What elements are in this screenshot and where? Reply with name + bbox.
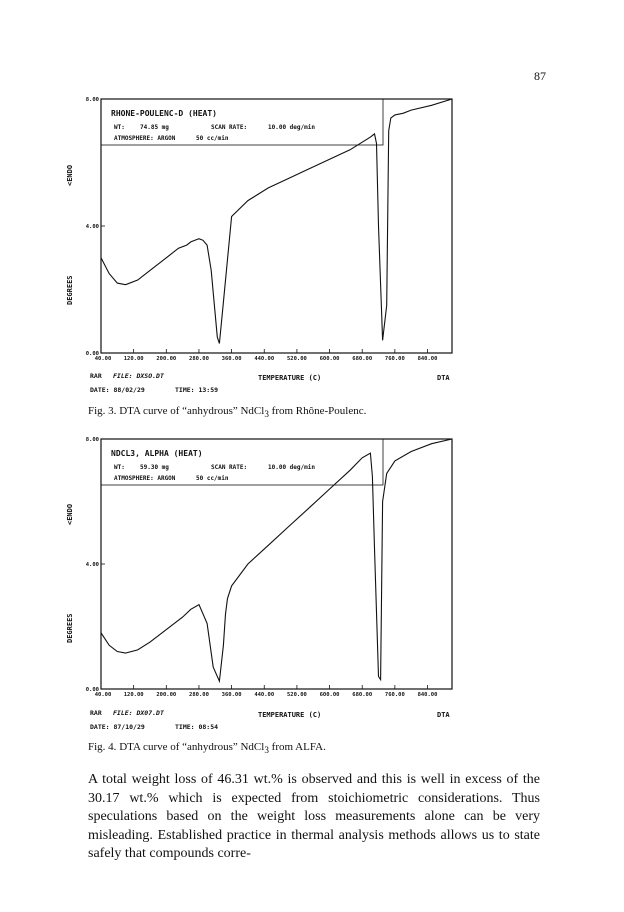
wt-label: WT: bbox=[114, 124, 125, 131]
x-tick-label: 760.00 bbox=[384, 692, 405, 698]
caption-subscript: 3 bbox=[264, 409, 269, 420]
y-tick-label: 0.00 bbox=[85, 687, 99, 693]
scan-rate-label: SCAN RATE: bbox=[211, 464, 248, 471]
y-axis-label: DEGREES bbox=[66, 275, 74, 305]
x-tick-label: 840.00 bbox=[417, 692, 438, 698]
wt-label: WT: bbox=[114, 464, 125, 471]
page-number: 87 bbox=[534, 69, 546, 83]
caption-text: DTA curve of “anhydrous” NdCl bbox=[119, 741, 265, 753]
wt-value: 74.85 mg bbox=[140, 124, 169, 131]
x-tick-label: 360.00 bbox=[221, 356, 242, 362]
dta-label: DTA bbox=[437, 711, 450, 719]
y-tick-label: 4.00 bbox=[85, 562, 99, 568]
y-tick-label: 0.00 bbox=[85, 351, 99, 357]
x-tick-label: 440.00 bbox=[254, 356, 275, 362]
caption-suffix: from ALFA. bbox=[268, 741, 326, 753]
chart-title: RHONE-POULENC-D (HEAT) bbox=[111, 109, 217, 118]
caption-subscript: 3 bbox=[264, 745, 269, 756]
chart-title: NDCL3, ALPHA (HEAT) bbox=[111, 449, 203, 458]
x-tick-label: 200.00 bbox=[156, 692, 177, 698]
x-tick-label: 360.00 bbox=[221, 692, 242, 698]
scan-rate-label: SCAN RATE: bbox=[211, 124, 248, 131]
body-paragraph: A total weight loss of 46.31 wt.% is observed and this is well in excess of the 30.17 wt.% which is expected from stoichiometric considerations. Thus speculations based on the weight loss measurements alone can be very misleading. Established practice in thermal analysis methods allows us to state safely that compounds corre- bbox=[88, 772, 540, 861]
footer-file: FILE: DXSO.DT bbox=[113, 372, 164, 380]
y-tick-label: 4.00 bbox=[85, 224, 99, 230]
x-tick-label: 520.00 bbox=[286, 356, 307, 362]
x-tick-label: 680.00 bbox=[352, 356, 373, 362]
y-tick-label: 8.00 bbox=[85, 437, 99, 443]
x-tick-label: 600.00 bbox=[319, 356, 340, 362]
x-tick-label: 200.00 bbox=[156, 356, 177, 362]
x-tick-label: 600.00 bbox=[319, 692, 340, 698]
footer-date: DATE: 88/02/29 bbox=[90, 386, 145, 394]
x-tick-label: 40.00 bbox=[94, 356, 112, 362]
x-tick-label: 280.00 bbox=[189, 692, 209, 698]
atmosphere-label: ATMOSPHERE: ARGON bbox=[114, 135, 176, 142]
scan-rate-value: 10.00 deg/min bbox=[268, 124, 315, 131]
x-tick-label: 760.00 bbox=[384, 356, 405, 362]
x-tick-label: 840.00 bbox=[417, 356, 438, 362]
caption-text: DTA curve of “anhydrous” NdCl bbox=[119, 405, 265, 417]
footer-time: TIME: 13:59 bbox=[175, 386, 219, 394]
y-tick-label: 8.00 bbox=[85, 97, 99, 103]
wt-value: 59.30 mg bbox=[140, 464, 169, 471]
endo-arrow-label: <ENDO bbox=[66, 503, 74, 525]
y-axis-label: DEGREES bbox=[66, 613, 74, 643]
endo-arrow-label: <ENDO bbox=[66, 164, 74, 186]
x-axis-label: TEMPERATURE (C) bbox=[258, 374, 322, 382]
atmosphere-label: ATMOSPHERE: ARGON bbox=[114, 475, 176, 482]
x-tick-label: 40.00 bbox=[94, 692, 112, 698]
x-tick-label: 120.00 bbox=[123, 356, 144, 362]
footer-file: FILE: DX07.DT bbox=[113, 709, 164, 717]
x-tick-label: 280.00 bbox=[189, 356, 209, 362]
x-tick-label: 440.00 bbox=[254, 692, 275, 698]
x-tick-label: 120.00 bbox=[123, 692, 144, 698]
x-axis-label: TEMPERATURE (C) bbox=[258, 711, 322, 719]
caption-suffix: from Rhône-Poulenc. bbox=[268, 405, 367, 417]
flow-value: 50 cc/min bbox=[196, 475, 229, 482]
footer-time: TIME: 08:54 bbox=[175, 723, 219, 731]
caption-prefix: Fig. 3. bbox=[88, 405, 117, 417]
scan-rate-value: 10.00 deg/min bbox=[268, 464, 315, 471]
caption-prefix: Fig. 4. bbox=[88, 741, 117, 753]
footer-date: DATE: 87/10/29 bbox=[90, 723, 145, 731]
figure-4-caption bbox=[88, 741, 326, 755]
footer-user: RAR bbox=[90, 709, 102, 717]
x-tick-label: 680.00 bbox=[352, 692, 373, 698]
flow-value: 50 cc/min bbox=[196, 135, 229, 142]
x-tick-label: 520.00 bbox=[286, 692, 307, 698]
dta-label: DTA bbox=[437, 374, 450, 382]
footer-user: RAR bbox=[90, 372, 102, 380]
